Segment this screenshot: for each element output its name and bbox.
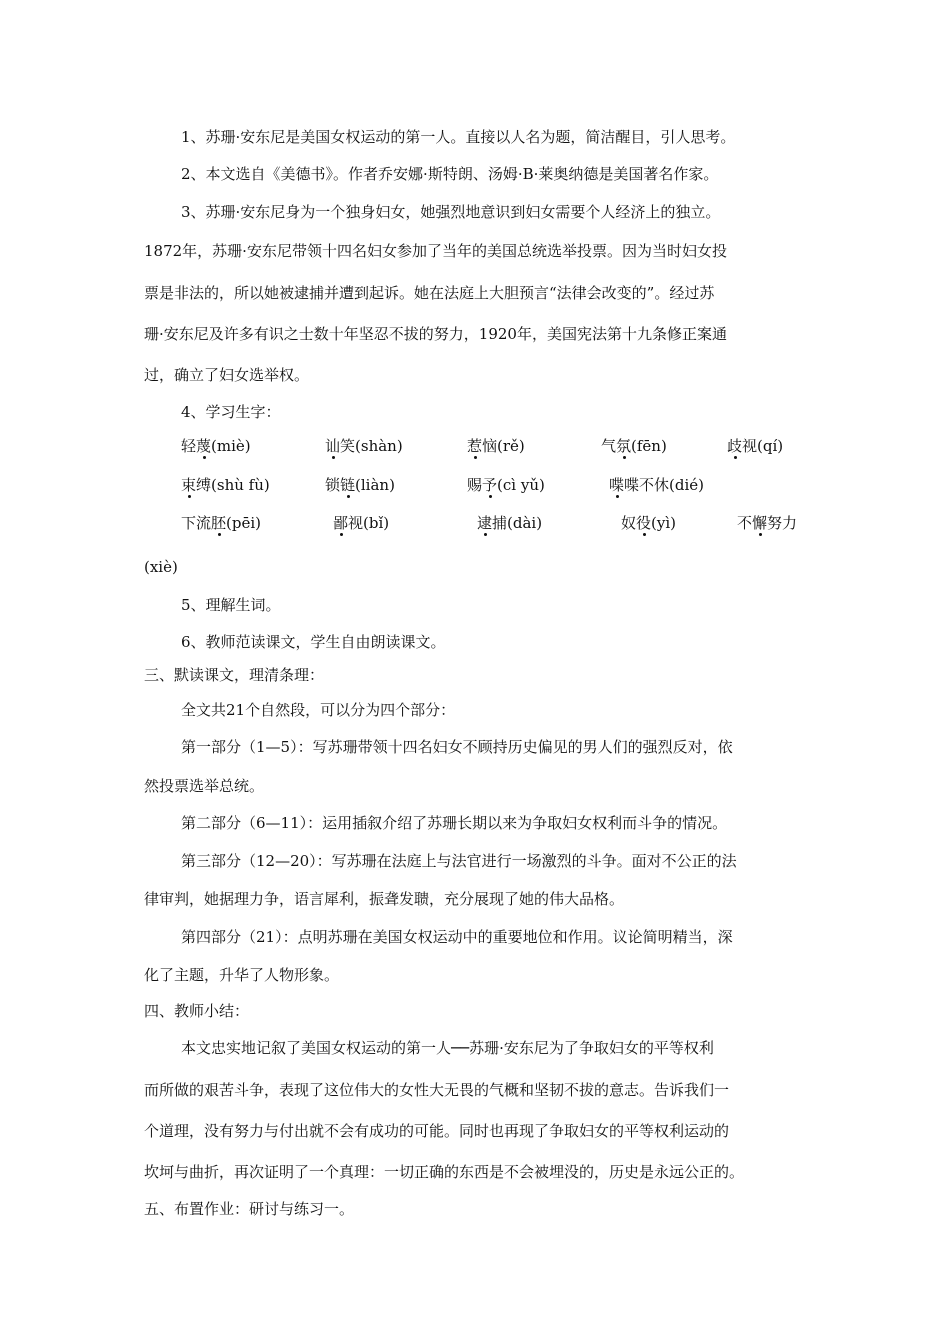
vocab-word: 讪笑(shàn) (325, 437, 403, 455)
vocab-word: 歧视(qí) (727, 437, 784, 455)
item-2: 2、本文选自《美德书》。作者乔安娜·斯特朗、汤姆·B·莱奥纳德是美国著名作家。 (181, 165, 719, 183)
vocab-word: 鄙视(bǐ) (333, 514, 390, 532)
part-2: 第二部分（6—11）：运用插叙介绍了苏珊长期以来为争取妇女权利而斗争的情况。 (181, 814, 728, 832)
part-1-line-1: 第一部分（1—5）：写苏珊带领十四名妇女不顾持历史偏见的男人们的强烈反对，依 (181, 738, 733, 756)
item-4: 4、学习生字： (181, 403, 281, 421)
part-4-line-1: 第四部分（21）：点明苏珊在美国女权运动中的重要地位和作用。议论简明精当，深 (181, 928, 733, 946)
summary-line-4: 坎坷与曲折，再次证明了一个真理：一切正确的东西是不会被埋没的，历史是永远公正的。 (144, 1163, 745, 1181)
part-1-line-2: 然投票选举总统。 (144, 777, 265, 795)
vocab-word: 赐予(cì yǔ) (467, 476, 545, 494)
item-3-line-4: 珊·安东尼及许多有识之士数十年坚忍不拔的努力，1920年，美国宪法第十九条修正案通 (144, 325, 727, 343)
section-5-heading: 五、布置作业：研讨与练习一。 (144, 1200, 355, 1218)
vocab-word: 惹恼(rě) (467, 437, 525, 455)
vocab-word: 不懈努力 (737, 514, 798, 532)
vocab-word: 锁链(liàn) (325, 476, 395, 494)
vocab-word: 气氛(fēn) (601, 437, 667, 455)
vocab-wrap: (xiè) (144, 558, 178, 576)
vocab-word: 奴役(yì) (621, 514, 677, 532)
item-3-line-3: 票是非法的，所以她被逮捕并遭到起诉。她在法庭上大胆预言“法律会改变的”。经过苏 (144, 284, 715, 302)
section-3-intro: 全文共21个自然段，可以分为四个部分： (181, 701, 456, 719)
part-3-line-2: 律审判，她据理力争，语言犀利，振聋发聩，充分展现了她的伟大品格。 (144, 890, 625, 908)
item-1: 1、苏珊·安东尼是美国女权运动的第一人。直接以人名为题，简洁醒目，引人思考。 (181, 128, 736, 146)
vocab-word: 喋喋不休(dié) (609, 476, 704, 494)
vocab-word: 逮捕(dài) (477, 514, 543, 532)
part-3-line-1: 第三部分（12—20）：写苏珊在法庭上与法官进行一场激烈的斗争。面对不公正的法 (181, 852, 737, 870)
item-3-line-5: 过，确立了妇女选举权。 (144, 366, 310, 384)
summary-line-3: 个道理，没有努力与付出就不会有成功的可能。同时也再现了争取妇女的平等权利运动的 (144, 1122, 730, 1140)
item-6: 6、教师范读课文，学生自由朗读课文。 (181, 633, 446, 651)
vocab-word: 下流胚(pēi) (181, 514, 262, 532)
section-4-heading: 四、教师小结： (144, 1002, 250, 1020)
summary-line-1: 本文忠实地记叙了美国女权运动的第一人──苏珊·安东尼为了争取妇女的平等权利 (181, 1039, 714, 1057)
item-3-line-1: 3、苏珊·安东尼身为一个独身妇女，她强烈地意识到妇女需要个人经济上的独立。 (181, 203, 721, 221)
vocab-word: 束缚(shù fù) (181, 476, 270, 494)
item-3-line-2: 1872年，苏珊·安东尼带领十四名妇女参加了当年的美国总统选举投票。因为当时妇女投 (144, 242, 727, 260)
vocab-word: 轻蔑(miè) (181, 437, 251, 455)
item-5: 5、理解生词。 (181, 596, 281, 614)
part-4-line-2: 化了主题，升华了人物形象。 (144, 966, 340, 984)
summary-line-2: 而所做的艰苦斗争，表现了这位伟大的女性大无畏的气概和坚韧不拔的意志。告诉我们一 (144, 1081, 730, 1099)
section-3-heading: 三、默读课文，理清条理： (144, 666, 325, 684)
